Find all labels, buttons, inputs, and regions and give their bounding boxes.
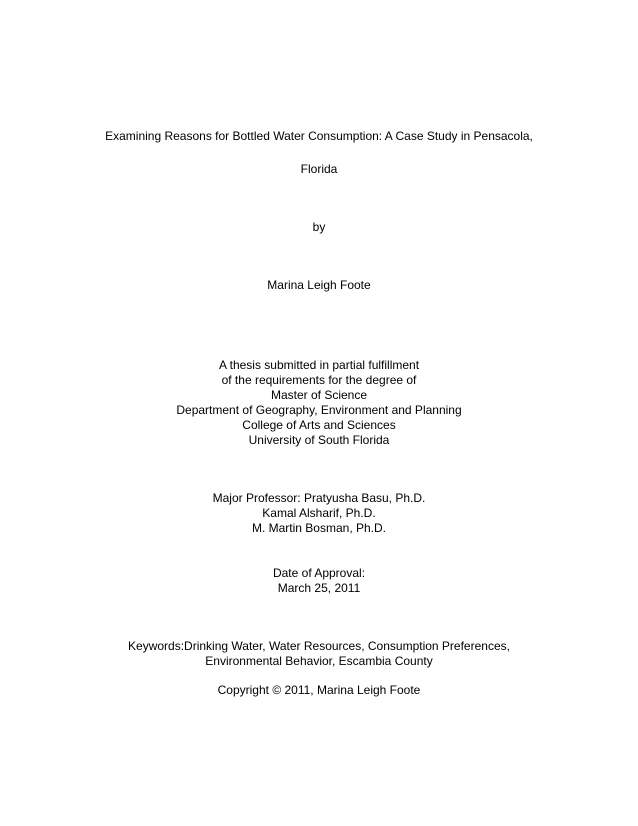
- copyright-notice: Copyright © 2011, Marina Leigh Foote: [217, 683, 421, 697]
- major-professor: Major Professor: Pratyusha Basu, Ph.D.: [212, 491, 426, 505]
- thesis-title-line-2: Florida: [300, 162, 338, 176]
- author-name: Marina Leigh Foote: [267, 278, 371, 292]
- keywords: [0, 639, 638, 669]
- approval-date-label: Date of Approval:: [272, 566, 366, 580]
- by-label: by: [312, 220, 326, 234]
- approval-date-value: March 25, 2011: [277, 581, 361, 595]
- thesis-title-line-1: Examining Reasons for Bottled Water Consumption: A Case Study in Pensacola,: [105, 129, 533, 143]
- approval-date: [0, 566, 638, 596]
- committee-member: M. Martin Bosman, Ph.D.: [251, 521, 387, 535]
- keywords-line: Environmental Behavior, Escambia County: [205, 654, 433, 668]
- thesis-statement: [0, 358, 638, 448]
- degree-name: Master of Science: [270, 388, 368, 402]
- committee-member: Kamal Alsharif, Ph.D.: [262, 506, 376, 520]
- university-name: University of South Florida: [248, 433, 390, 447]
- keywords-line: Keywords:Drinking Water, Water Resources, Consumption Preferences,: [128, 639, 510, 653]
- thesis-statement-line: A thesis submitted in partial fulfillment: [218, 358, 420, 372]
- college-name: College of Arts and Sciences: [242, 418, 396, 432]
- thesis-statement-line: of the requirements for the degree of: [221, 373, 417, 387]
- committee-list: [0, 491, 638, 536]
- department-name: Department of Geography, Environment and Planning: [176, 403, 462, 417]
